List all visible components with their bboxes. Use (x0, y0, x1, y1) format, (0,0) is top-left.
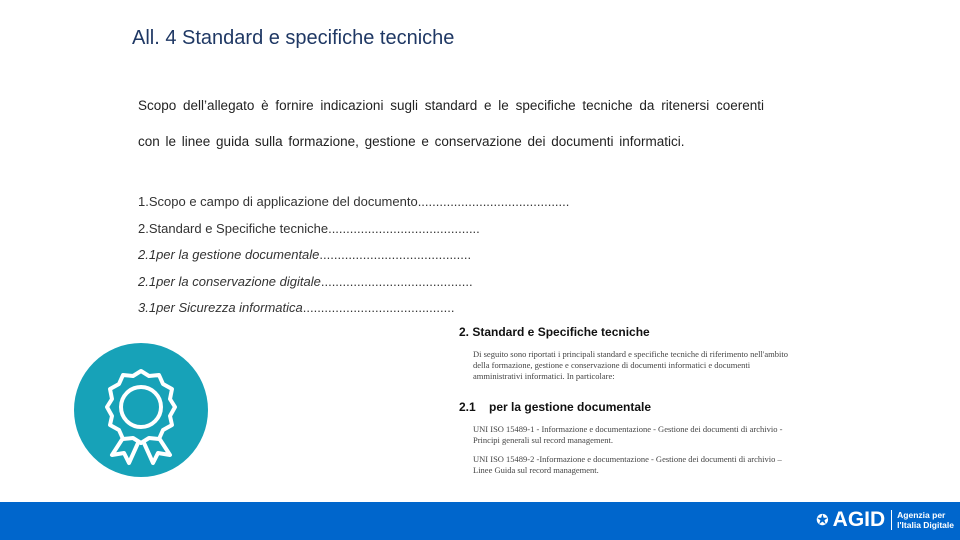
toc-item: 2.1 per la gestione documentale .......................................... (138, 247, 452, 274)
doc-item: UNI ISO 15489-2 -Informazione e documentazione - Gestione dei documenti di archivio – Linee Guida sul record management. (473, 454, 782, 475)
doc-paragraph: Di seguito sono riportati i principali standard e specifiche tecniche di riferimento nell'ambito della formazione, gestione e conservazione di documenti informatici e documenti amministrativi informatici. In particolare: (473, 349, 788, 381)
toc-label: per la gestione documentale (156, 247, 320, 262)
toc-item: 2. Standard e Specifiche tecniche .......................................... (138, 221, 452, 248)
doc-heading: 2. Standard e Specifiche tecniche (459, 325, 650, 339)
footer-bar (0, 502, 960, 540)
toc-label: per la conservazione digitale (156, 273, 321, 289)
doc-item: UNI ISO 15489-1 - Informazione e documentazione - Gestione dei documenti di archivio - Principi generali sul record management. (473, 424, 783, 445)
toc-number: 1. (138, 194, 149, 209)
logo-subtitle: l'Italia Digitale (897, 520, 954, 530)
logo-text: AGID (832, 508, 886, 531)
toc-number: 2. (138, 220, 149, 236)
table-of-contents (138, 194, 570, 327)
toc-item: 3.1 per Sicurezza informatica .......................................... (138, 300, 452, 327)
logo-subtitle: Agenzia per (897, 510, 946, 520)
toc-number: 2.1 (138, 247, 157, 262)
agid-logo (816, 508, 954, 532)
document-excerpt (459, 325, 794, 476)
toc-item: 1. Scopo e campo di applicazione del documento .......................................... (138, 194, 452, 221)
intro-text: Scopo dell’allegato è fornire indicazioni sugli standard e le specifiche tecniche da ritenersi coerenti con le linee guida sulla formazione, gestione e conservazione dei documenti informatici. (138, 98, 764, 149)
toc-number: 3.1 (138, 300, 157, 315)
toc-label: Scopo e campo di applicazione del documento (148, 194, 418, 209)
emblem-icon: ✪ (816, 512, 829, 529)
award-badge-icon (74, 343, 208, 477)
toc-label: Standard e Specifiche tecniche (148, 220, 329, 236)
toc-label: per Sicurezza informatica (156, 300, 303, 315)
slide-title: All. 4 Standard e specifiche tecniche (132, 27, 455, 49)
doc-subheading: 2.1 per la gestione documentale (459, 400, 652, 414)
toc-number: 2.1 (138, 273, 157, 289)
toc-item: 2.1 per la conservazione digitale .......................................... (138, 274, 452, 301)
